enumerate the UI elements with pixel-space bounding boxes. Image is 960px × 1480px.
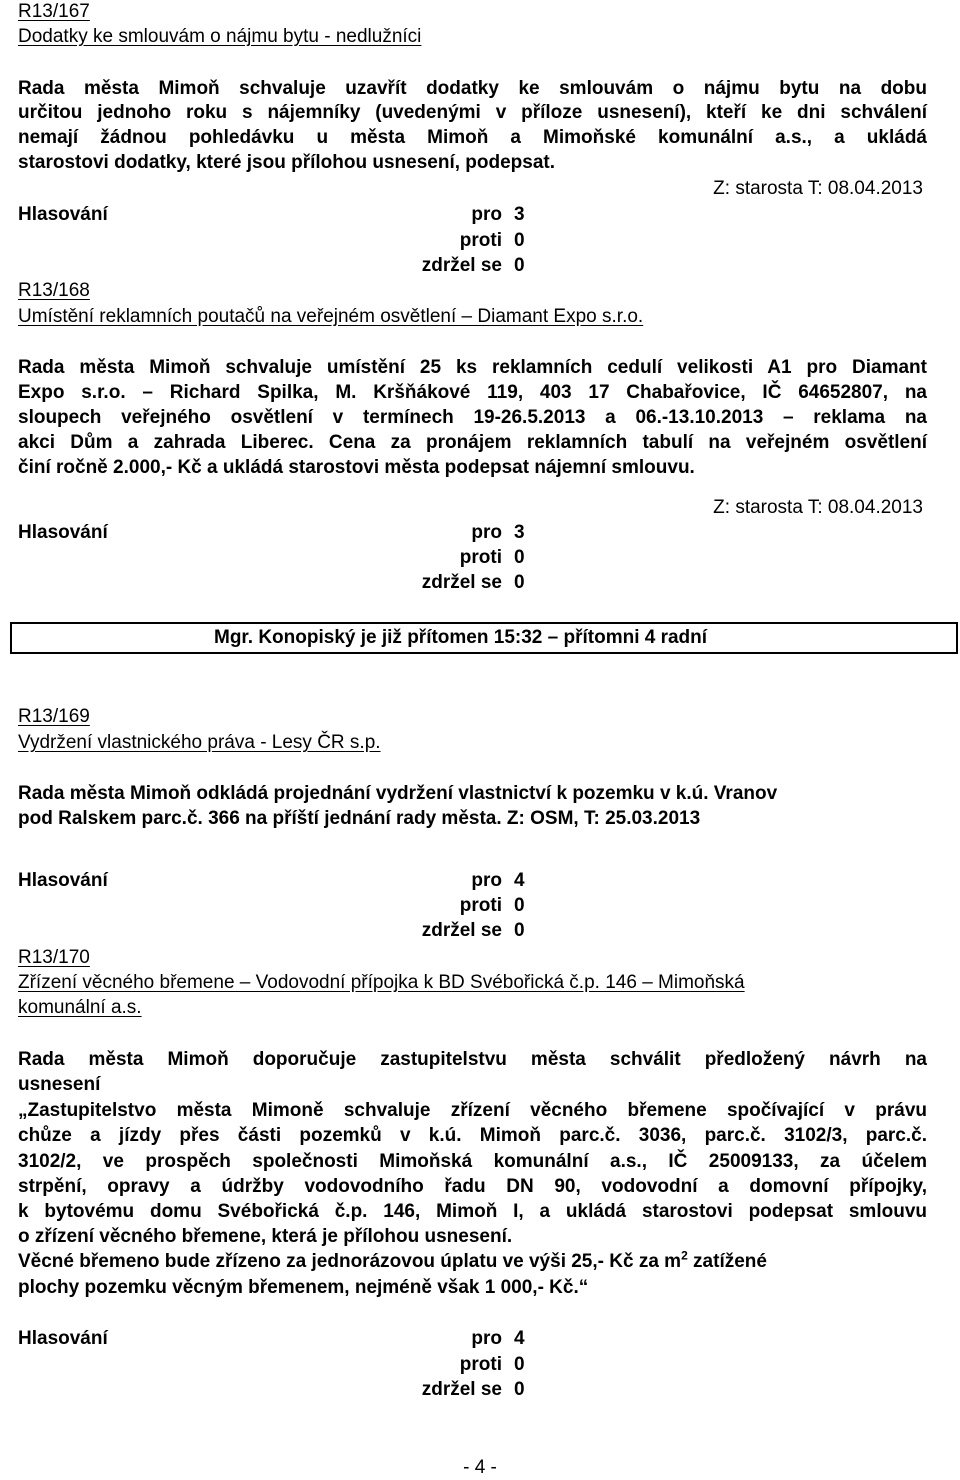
body-line: určitou jednoho roku s nájemníky (uvedenými v příloze usnesení), kteří ke dni schválení: [18, 102, 927, 123]
body-line: sloupech veřejného osvětlení v termínech 19-26.5.2013 a 06.-13.10.2013 – reklama na: [18, 407, 927, 428]
deadline: Z: starosta T: 08.04.2013: [713, 178, 923, 199]
vote-pro-label: pro: [471, 204, 502, 225]
body-line: akci Dům a zahrada Liberec. Cena za pronájem reklamních tabulí na veřejném osvětlení: [18, 432, 927, 453]
vote-pro-label: pro: [471, 1328, 502, 1349]
vote-proti-label: proti: [459, 1354, 502, 1375]
body-line: nemají žádnou pohledávku u města Mimoň a Mimoňské komunální a.s., a ukládá: [18, 127, 927, 148]
vote-label: Hlasování: [18, 522, 108, 543]
vote-zdrzel-count: 0: [514, 1379, 525, 1400]
body-line: pod Ralskem parc.č. 366 na příští jednání rady města. Z: OSM, T: 25.03.2013: [18, 808, 701, 829]
body-line: o zřízení věcného břemene, která je přílohou usnesení.: [18, 1226, 513, 1247]
page-number: - 4 -: [463, 1457, 497, 1478]
vote-pro-label: pro: [471, 870, 502, 891]
body-line: 3102/2, ve prospěch společnosti Mimoňská komunální a.s., IČ 25009133, za účelem: [18, 1151, 927, 1172]
vote-pro-count: 4: [514, 1328, 525, 1349]
vote-label: Hlasování: [18, 204, 108, 225]
body-line: „Zastupitelstvo města Mimoně schvaluje zřízení věcného břemene spočívající v právu: [18, 1100, 927, 1121]
vote-zdrzel-label: zdržel se: [421, 255, 502, 276]
body-line: starostovi dodatky, které jsou přílohou usnesení, podepsat.: [18, 152, 556, 173]
resolution-title-167: Dodatky ke smlouvám o nájmu bytu - nedlužníci: [18, 26, 422, 47]
vote-zdrzel-count: 0: [514, 255, 525, 276]
vote-proti-label: proti: [459, 547, 502, 568]
vote-pro-count: 3: [514, 204, 525, 225]
body-line: k bytovému domu Svébořická č.p. 146, Mimoň I, a ukládá starostovi podepsat smlouvu: [18, 1201, 927, 1222]
resolution-number-169: R13/169: [18, 706, 90, 727]
vote-pro-label: pro: [471, 522, 502, 543]
body-line: chůze a jízdy přes části pozemků v k.ú. Mimoň parc.č. 3036, parc.č. 3102/3, parc.č.: [18, 1125, 927, 1146]
vote-proti-count: 0: [514, 230, 525, 251]
body-line: usnesení: [18, 1074, 101, 1095]
resolution-number-167: R13/167: [18, 1, 90, 22]
body-line: plochy pozemku věcným břemenem, nejméně však 1 000,- Kč.“: [18, 1277, 589, 1298]
resolution-title-169: Vydržení vlastnického práva - Lesy ČR s.p.: [18, 732, 381, 753]
resolution-title-170-cont: komunální a.s.: [18, 997, 142, 1018]
resolution-number-170: R13/170: [18, 947, 90, 968]
vote-zdrzel-label: zdržel se: [421, 920, 502, 941]
vote-proti-count: 0: [514, 895, 525, 916]
vote-proti-label: proti: [459, 895, 502, 916]
body-line: Rada města Mimoň schvaluje umístění 25 ks reklamních cedulí velikosti A1 pro Diamant: [18, 357, 927, 378]
vote-label: Hlasování: [18, 1328, 108, 1349]
vote-proti-count: 0: [514, 547, 525, 568]
vote-label: Hlasování: [18, 870, 108, 891]
body-line: strpění, opravy a údržby vodovodního řadu DN 90, vodovodní a domovní přípojky,: [18, 1176, 927, 1197]
vote-zdrzel-count: 0: [514, 920, 525, 941]
superscript: 2: [681, 1248, 688, 1263]
body-line-superscript: [18, 1250, 767, 1274]
resolution-title-170: Zřízení věcného břemene – Vodovodní přípojka k BD Svébořická č.p. 146 – Mimoňská: [18, 972, 745, 993]
resolution-title-168: Umístění reklamních poutačů na veřejném osvětlení – Diamant Expo s.r.o.: [18, 306, 644, 327]
notice-text: Mgr. Konopiský je již přítomen 15:32 – přítomni 4 radní: [214, 627, 708, 648]
vote-zdrzel-label: zdržel se: [421, 1379, 502, 1400]
body-line: činí ročně 2.000,- Kč a ukládá starostovi města podepsat nájemní smlouvu.: [18, 457, 695, 478]
body-text: Věcné břemeno bude zřízeno za jednorázovou úplatu ve výši 25,- Kč za m: [18, 1251, 682, 1272]
body-line: Rada města Mimoň doporučuje zastupitelstvu města schválit předložený návrh na: [18, 1049, 927, 1070]
resolution-number-168: R13/168: [18, 280, 90, 301]
vote-proti-label: proti: [459, 230, 502, 251]
body-line: Rada města Mimoň schvaluje uzavřít dodatky ke smlouvám o nájmu bytu na dobu: [18, 78, 927, 99]
vote-proti-count: 0: [514, 1354, 525, 1375]
body-line: Rada města Mimoň odkládá projednání vydržení vlastnictví k pozemku v k.ú. Vranov: [18, 783, 778, 804]
vote-pro-count: 4: [514, 870, 525, 891]
vote-zdrzel-count: 0: [514, 572, 525, 593]
vote-zdrzel-label: zdržel se: [421, 572, 502, 593]
deadline: Z: starosta T: 08.04.2013: [713, 497, 923, 518]
vote-pro-count: 3: [514, 522, 525, 543]
body-line: Expo s.r.o. – Richard Spilka, M. Kršňákové 119, 403 17 Chabařovice, IČ 64652807, na: [18, 382, 927, 403]
body-text-cont: zatížené: [687, 1251, 767, 1272]
